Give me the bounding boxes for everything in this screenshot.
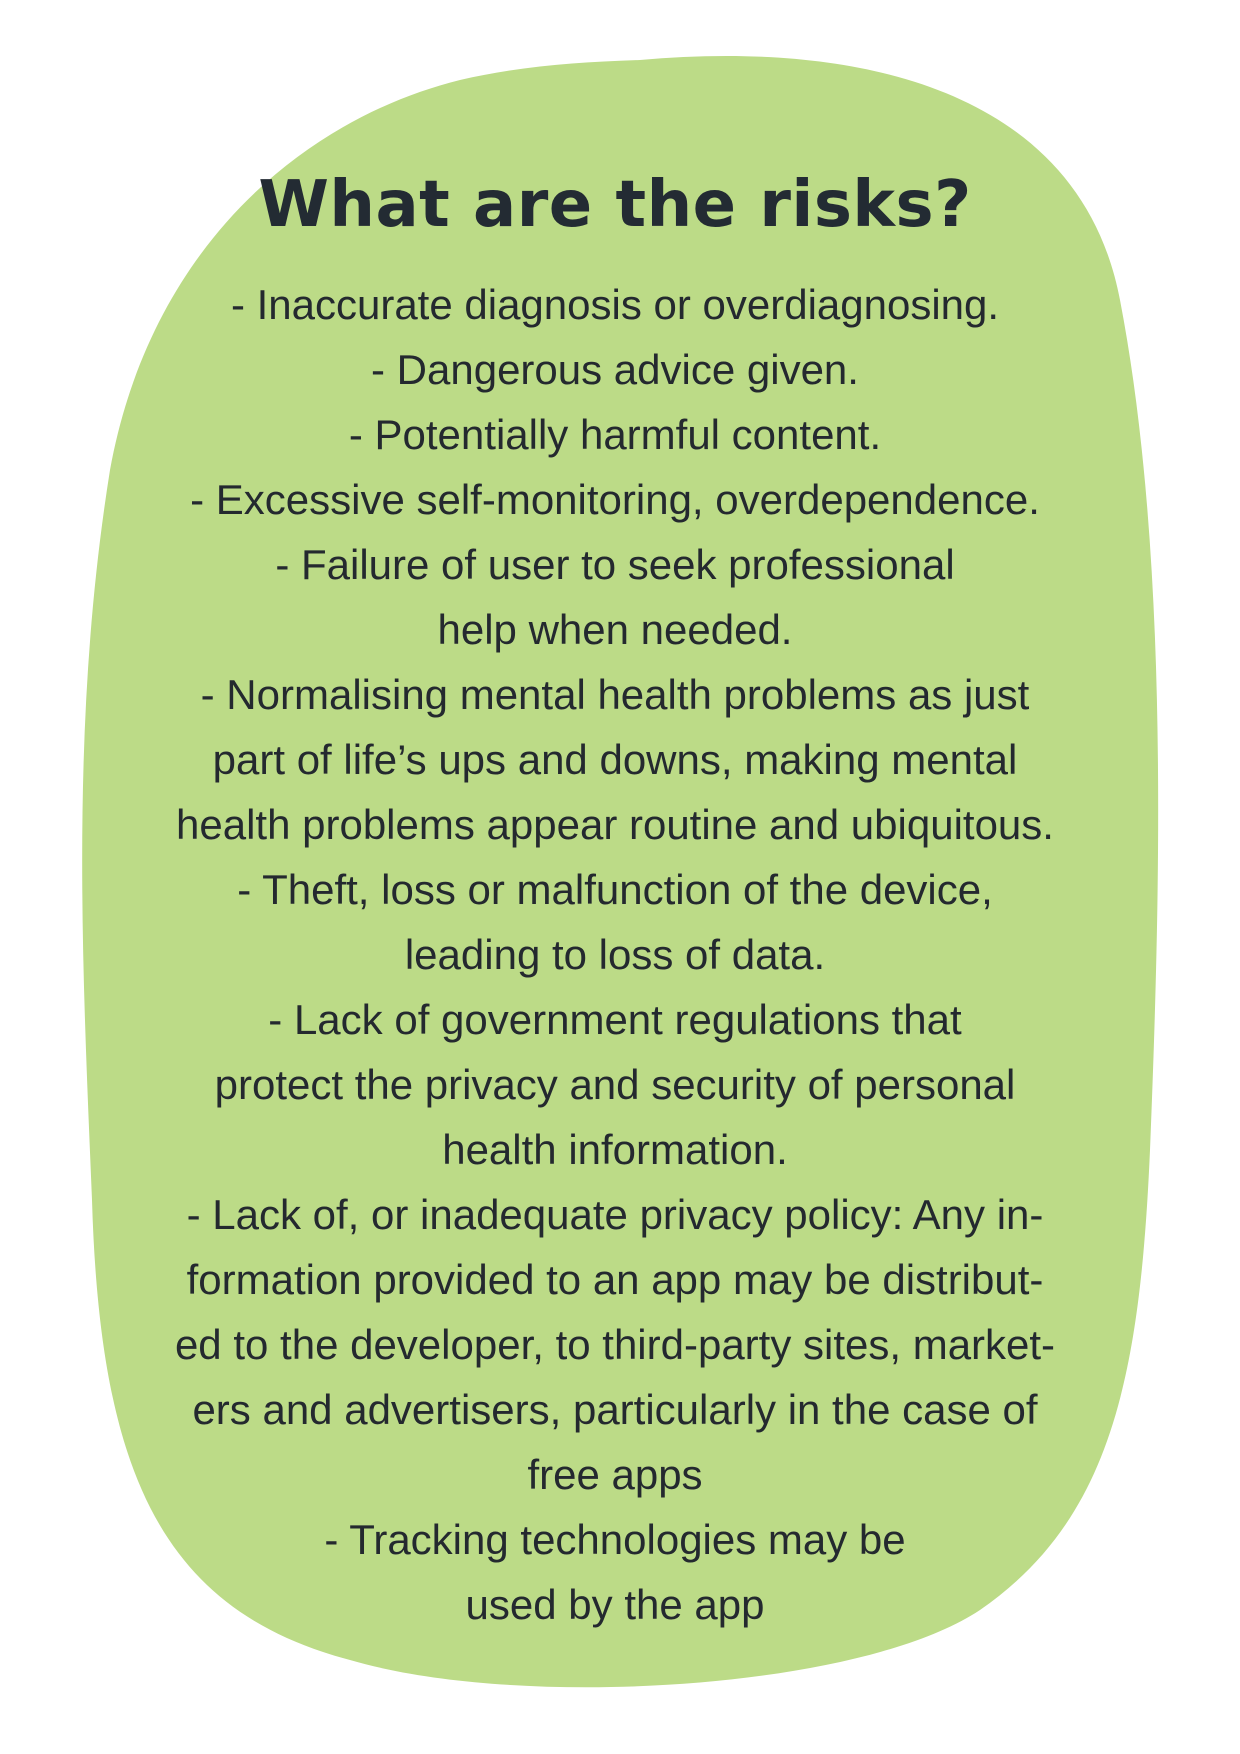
risk-line: - Potentially harmful content. <box>348 411 882 458</box>
risk-line: - Dangerous advice given. <box>371 346 859 393</box>
risk-line: leading to loss of data. <box>404 931 826 978</box>
risk-line: ers and advertisers, particularly in the case of <box>192 1386 1038 1433</box>
risk-line: free apps <box>527 1451 703 1498</box>
risk-line: - Normalising mental health problems as just <box>200 671 1030 718</box>
risk-line: used by the app <box>465 1581 765 1628</box>
risk-list <box>110 272 1120 1637</box>
risk-line: help when needed. <box>437 606 793 653</box>
risk-line: - Lack of, or inadequate privacy policy: Any in- <box>186 1191 1044 1238</box>
risk-line: - Lack of government regulations that <box>268 996 962 1043</box>
page-title: What are the risks? <box>258 168 972 242</box>
risk-line: formation provided to an app may be distribut- <box>186 1256 1044 1303</box>
risk-line: - Theft, loss or malfunction of the device, <box>237 866 993 913</box>
risk-line: health problems appear routine and ubiquitous. <box>176 801 1054 848</box>
risk-line: health information. <box>442 1126 788 1173</box>
risk-line: - Tracking technologies may be <box>324 1516 906 1563</box>
risk-line: ed to the developer, to third-party sites, market- <box>174 1321 1056 1368</box>
risk-line: protect the privacy and security of personal <box>214 1061 1016 1108</box>
risk-line: part of life’s ups and downs, making mental <box>212 736 1018 783</box>
risk-line: - Inaccurate diagnosis or overdiagnosing. <box>230 281 1000 328</box>
risks-panel <box>110 160 1120 1637</box>
risk-line: - Excessive self-monitoring, overdependence. <box>190 476 1040 523</box>
risk-line: - Failure of user to seek professional <box>275 541 955 588</box>
